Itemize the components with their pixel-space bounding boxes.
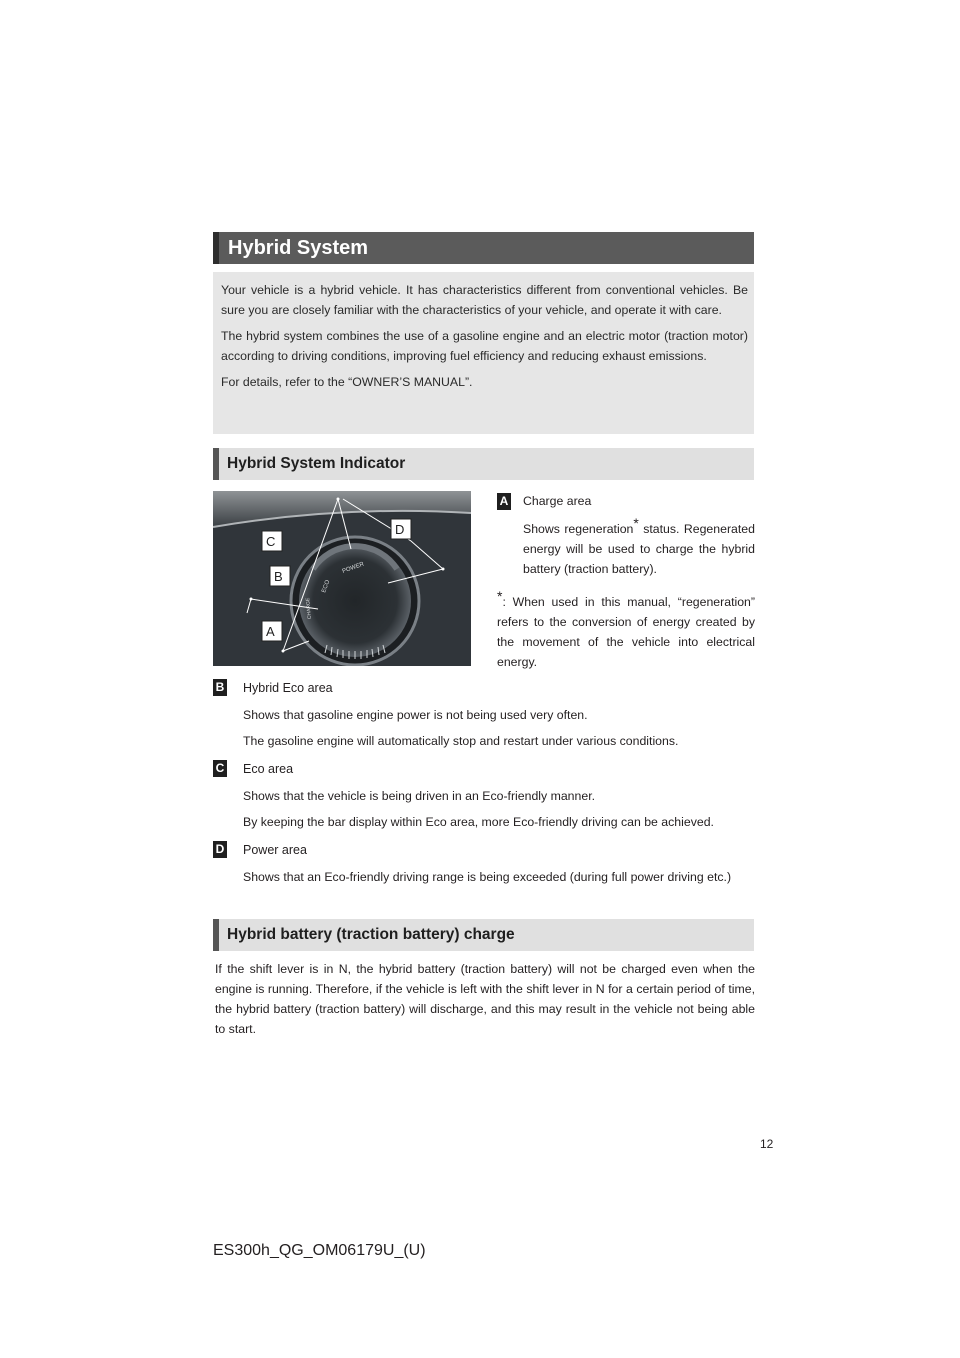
gauge-charge-label: CHARGE [305, 597, 313, 620]
document-code: ES300h_QG_OM06179U_(U) [213, 1242, 426, 1259]
item-badge-b: B [213, 679, 227, 696]
footnote-mark: * [497, 587, 503, 604]
item-badge-a: A [497, 493, 511, 510]
item-badge-d: D [213, 841, 227, 858]
item-desc-a-post: status. Regenerated energy will be used to charge the hybrid battery (traction battery). [523, 522, 755, 576]
item-d-line-1: Shows that an Eco-friendly driving range is being exceeded (during full power driving etc.) [243, 870, 732, 884]
page-number: 12 [760, 1137, 774, 1151]
item-head-d: Power area [243, 843, 307, 857]
item-head-a: Charge area [523, 494, 592, 508]
item-head-c: Eco area [243, 762, 294, 776]
section-heading-charge: Hybrid battery (traction battery) charge [213, 919, 754, 951]
item-head-b: Hybrid Eco area [243, 681, 333, 695]
callout-label-d: D [395, 522, 405, 537]
gauge-power-label: POWER [341, 561, 365, 575]
item-badge-c: C [213, 760, 227, 777]
callout-label-b: B [274, 569, 283, 584]
charge-paragraph: If the shift lever is in N, the hybrid battery (traction battery) will not be charged even when the engine is running. Therefore, if the vehicle is left with the shift lever in N for a certain period of time, the hybrid battery (traction battery) will discharge, and this may result in the vehicle not being able to start. [215, 962, 755, 1036]
gauge-eco-label: ECO [321, 579, 332, 594]
callout-label-a: A [266, 624, 275, 639]
item-b-line-1: Shows that gasoline engine power is not being used very often. [243, 708, 588, 722]
footnote-text: : When used in this manual, “regeneration” refers to the conversion of energy created by the movement of the vehicle into electrical energy. [497, 595, 755, 669]
item-desc-a [523, 514, 755, 579]
intro-paragraph-2: The hybrid system combines the use of a gasoline engine and an electric motor (traction motor) according to driving conditions, improving fuel efficiency and reducing exhaust emissions. [221, 329, 748, 363]
section-heading-indicator: Hybrid System Indicator [213, 448, 754, 480]
hybrid-indicator-figure [213, 491, 471, 666]
footnote [497, 587, 755, 672]
asterisk-mark: * [633, 514, 639, 531]
intro-paragraph-3: For details, refer to the “OWNER’S MANUAL”. [221, 375, 473, 389]
callout-label-c: C [266, 534, 276, 549]
item-b-line-2: The gasoline engine will automatically stop and restart under various conditions. [243, 734, 679, 748]
item-desc-a-pre: Shows regeneration [523, 522, 634, 536]
page-title: Hybrid System [213, 232, 754, 264]
item-c-line-2: By keeping the bar display within Eco area, more Eco-friendly driving can be achieved. [243, 815, 714, 829]
intro-paragraph-1: Your vehicle is a hybrid vehicle. It has characteristics different from conventional vehicles. Be sure you are closely familiar with the characteristics of your vehicle, and operate it with care. [221, 283, 748, 317]
item-c-line-1: Shows that the vehicle is being driven in an Eco-friendly manner. [243, 789, 596, 803]
gauge-illustration [213, 491, 471, 666]
intro-box [213, 272, 754, 434]
